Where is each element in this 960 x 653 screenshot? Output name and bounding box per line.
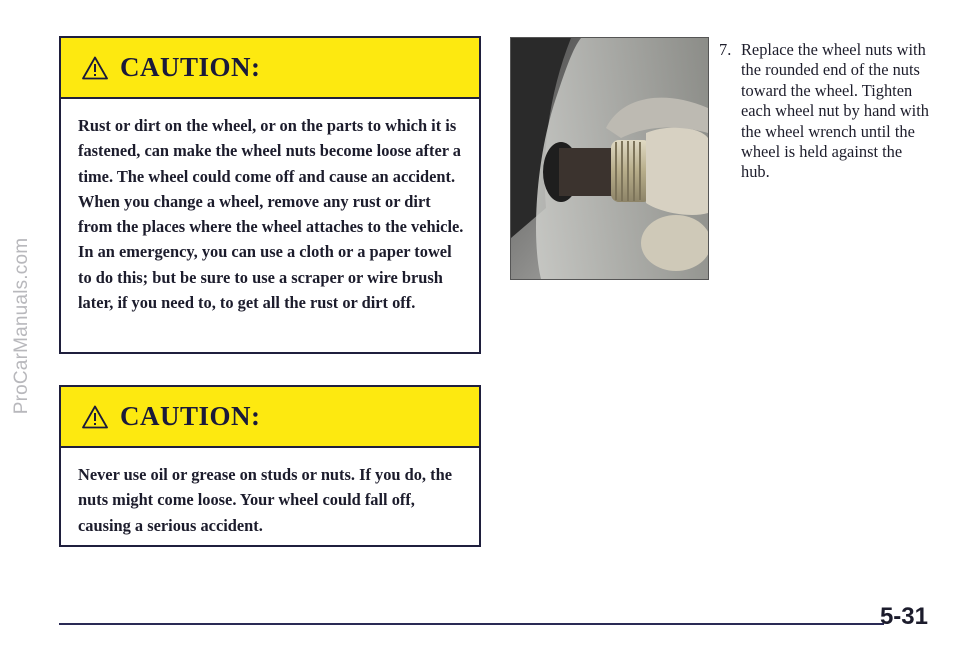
caution-header	[61, 387, 479, 448]
caution-title: CAUTION:	[120, 52, 261, 82]
footer-rule	[59, 623, 884, 625]
warning-triangle-icon	[82, 405, 108, 429]
wheel-nut-photo	[510, 37, 709, 280]
step-number: 7.	[719, 40, 732, 59]
site-watermark: ProCarManuals.com	[11, 237, 32, 415]
step-text: Replace the wheel nuts with the rounded end of the nuts toward the wheel. Tighten each wheel nut by hand with the wheel wrench until the wheel is held against the hub.	[741, 40, 929, 182]
caution-title: CAUTION:	[120, 401, 261, 431]
caution-box-oil-grease	[59, 385, 481, 547]
caution-text: Rust or dirt on the wheel, or on the parts to which it is fastened, can make the wheel nuts become loose after a time. The wheel could come off and cause an accident. When you change a wheel, remove any rust or dirt from the places where the wheel attaches to the vehicle. In an emergency, you can use a cloth or a paper towel to do this; but be sure to use a scraper or wire brush later, if you need to, to get all the rust or dirt off.	[78, 116, 464, 313]
caution-box-rust	[59, 36, 481, 354]
step-item	[719, 40, 934, 183]
page-number: 5-31	[879, 603, 928, 630]
caution-text: Never use oil or grease on studs or nuts. If you do, the nuts might come loose. Your wheel could fall off, causing a serious accident.	[78, 465, 452, 535]
warning-triangle-icon	[82, 56, 108, 80]
wheel-nut-installation-photo-icon	[511, 38, 708, 279]
caution-header	[61, 38, 479, 99]
